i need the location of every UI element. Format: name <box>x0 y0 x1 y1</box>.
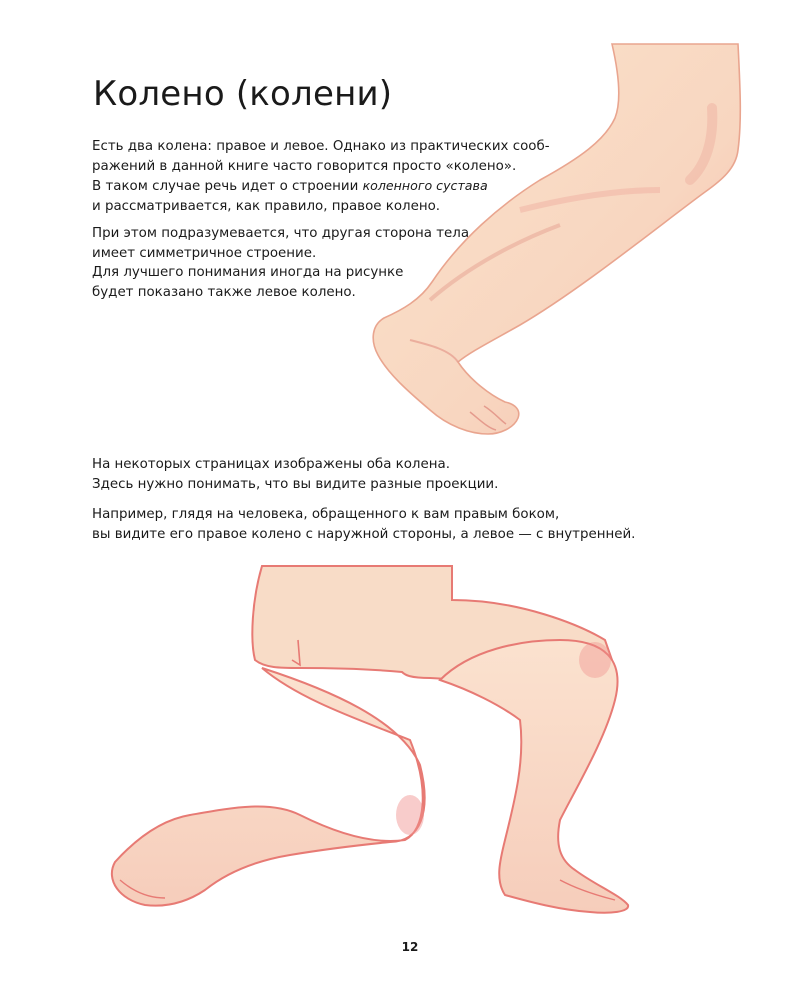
text-line: имеет симметричное строение. <box>92 245 317 261</box>
text-line: Есть два колена: правое и левое. Однако из практических сооб- <box>92 139 550 154</box>
text-line: ражений в данной книге часто говорится просто «колено». <box>92 158 517 174</box>
text-line: будет показано также левое колено. <box>92 284 356 300</box>
text-fragment: В таком случае речь идет о строении <box>92 179 363 194</box>
page-number: 12 <box>401 940 419 954</box>
single-leg-illustration <box>350 40 750 450</box>
both-knees-paragraph <box>92 455 498 494</box>
text-line: При этом подразумевается, что другая сторона тела <box>92 226 470 241</box>
example-paragraph <box>92 505 635 544</box>
text-line: На некоторых страницах изображены оба колена. <box>92 457 450 472</box>
text-line: Для лучшего понимания иногда на рисунке <box>92 265 404 280</box>
emphasis-term: коленного сустава <box>362 178 488 193</box>
both-knees-illustration <box>90 560 650 920</box>
page-title: Колено (колени) <box>93 74 393 114</box>
text-line: вы видите его правое колено с наружной стороны, а левое — с внутренней. <box>92 526 636 542</box>
text-line: Здесь нужно понимать, что вы видите разные проекции. <box>92 476 499 492</box>
text-line: Например, глядя на человека, обращенного к вам правым боком, <box>92 507 560 522</box>
text-line: и рассматривается, как правило, правое колено. <box>92 198 441 214</box>
